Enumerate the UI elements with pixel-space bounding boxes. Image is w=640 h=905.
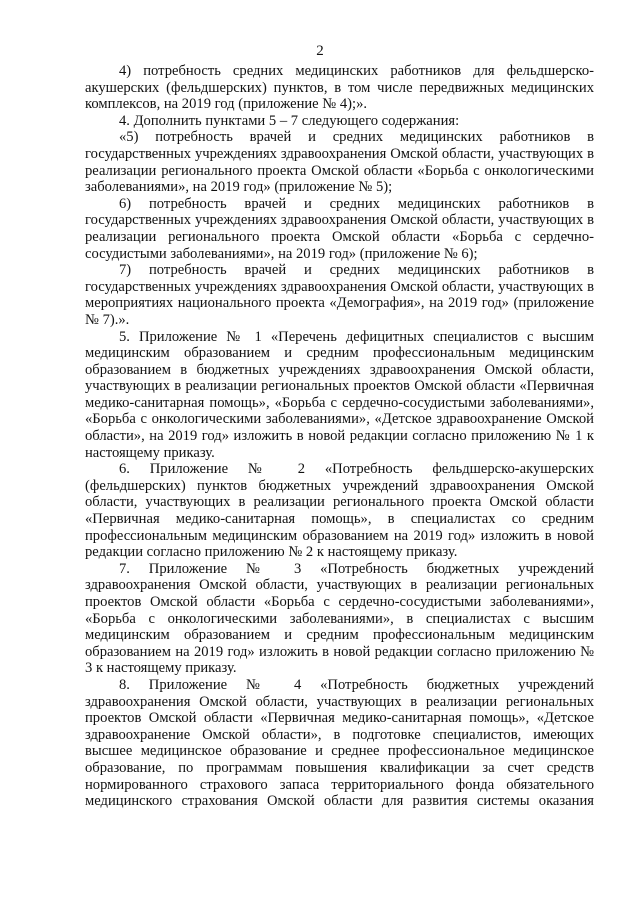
paragraph-point-4: 4. Дополнить пунктами 5 – 7 следующего содержания: <box>119 112 460 129</box>
paragraph-point-6: 6. Приложение № 2 «Потребность фельдшерско-акушерских (фельдшерских) пунктов бюджетных учреждений здравоохранения Омской области, участвующих в реализации регионального проекта Омской области «Первичная медико-санитарная помощь», в специалистах со средним профессиональным медицинским образованием на 2019 год» изложить в новой редакции согласно приложению № 2 к настоящему приказу. <box>85 461 594 561</box>
page-number: 2 <box>316 43 324 59</box>
paragraph-point-8: 8. Приложение № 4 «Потребность бюджетных учреждений здравоохранения Омской области, участвующих в реализации региональных проектов Омской области «Первичная медико-санитарная помощь», «Детское здравоохранение Омской области», в подготовке специалистов, имеющих высшее медицинское образование и среднее профессиональное медицинское образование, по программам повышения квалификации за счет средств нормированного страхового запаса территориального фонда обязательного медицинского страхования Омской области для развития системы оказания <box>85 676 594 810</box>
document-body <box>85 63 594 810</box>
paragraph-item-5: «5) потребность врачей и средних медицинских работников в государственных учреждениях здравоохранения Омской области, участвующих в реализации регионального проекта Омской области «Борьба с онкологическими заболеваниями», на 2019 год» (приложение № 5); <box>85 129 594 196</box>
paragraph-point-5: 5. Приложение № 1 «Перечень дефицитных специалистов с высшим медицинским образованием и средним профессиональным медицинским образованием в бюджетных учреждениях здравоохранения Омской области, участвующих в реализации региональных проектов Омской области «Первичная медико-санитарная помощь», «Борьба с сердечно-сосудистыми заболеваниями», «Борьба с онкологическими заболеваниями», «Детское здравоохранение Омской области», на 2019 год» изложить в новой редакции согласно приложению № 1 к настоящему приказу. <box>85 328 594 461</box>
paragraph-item-4-text: 4) потребность средних медицинских работников для фельдшерско-акушерских (фельдшерских) пунктов, в том числе передвижных медицинских комплексов, на 2019 год (приложение № 4);». <box>85 63 594 113</box>
paragraph-point-7: 7. Приложение № 3 «Потребность бюджетных учреждений здравоохранения Омской области, участвующих в реализации региональных проектов Омской области «Борьба с сердечно-сосудистыми заболеваниями», «Борьба с онкологическими заболеваниями», в специалистах с высшим медицинским образованием и средним профессиональным медицинским образованием на 2019 год» изложить в новой редакции согласно приложению № 3 к настоящему приказу. <box>85 560 594 677</box>
paragraph-item-7: 7) потребность врачей и средних медицинских работников в государственных учреждениях здравоохранения Омской области, участвующих в мероприятиях национального проекта «Демография», на 2019 год» (приложение № 7).». <box>85 262 594 328</box>
paragraph-item-6: 6) потребность врачей и средних медицинских работников в государственных учреждениях здравоохранения Омской области, участвующих в реализации регионального проекта Омской области «Борьба с сердечно-сосудистыми заболеваниями», на 2019 год» (приложение № 6); <box>85 195 594 262</box>
